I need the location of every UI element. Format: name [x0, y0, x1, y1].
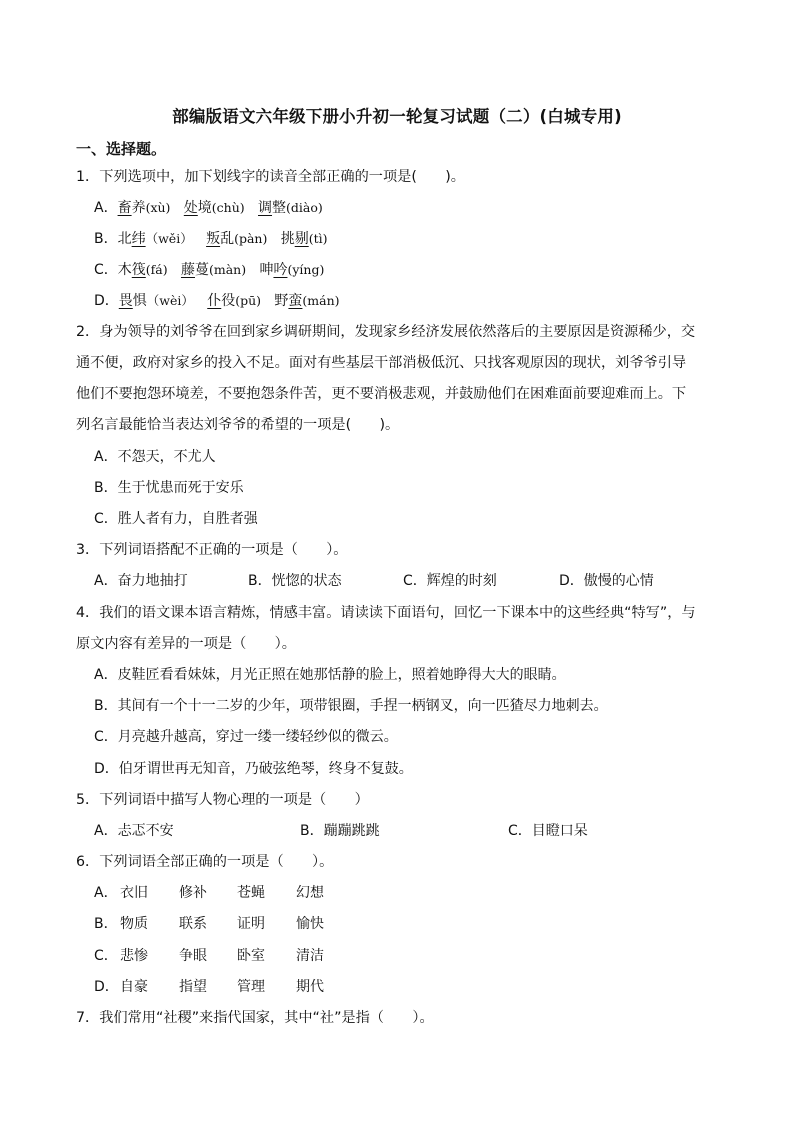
question-5-option-b: B．蹦蹦跳跳: [300, 823, 380, 839]
question-1-stem: 1．下列选项中，加下划线字的读音全部正确的一项是( )。: [76, 169, 465, 185]
question-5-stem: 5．下列词语中描写人物心理的一项是（ ）: [76, 792, 369, 808]
word: 苍蝇: [237, 885, 265, 901]
question-2-stem-line-1: 2．身为领导的刘爷爷在回到家乡调研期间，发现家乡经济发展依然落后的主要原因是资源稀少，交: [76, 324, 696, 340]
word: 物质: [120, 916, 148, 932]
word: 自豪: [120, 979, 148, 995]
word: 卧室: [237, 948, 265, 964]
word: 衣旧: [120, 885, 148, 901]
word: 挑剔(tì): [280, 231, 328, 247]
question-4-option-b: B．其间有一个十一二岁的少年，项带银圈，手捏一柄钢叉，向一匹猹尽力地刺去。: [94, 698, 608, 714]
question-1-option-c: C．木筏(fá) 藤蔓(màn) 呻吟(yíng): [94, 259, 324, 279]
question-6-stem: 6．下列词语全部正确的一项是（ ）。: [76, 854, 334, 870]
question-7-stem: 7．我们常用“社稷”来指代国家，其中“社”是指（ ）。: [76, 1010, 434, 1026]
question-1-option-a: A．畜养(xù) 处境(chù) 调整(diào): [94, 197, 323, 217]
question-2-stem-line-3: 他们不要抱怨环境差，不要抱怨条件苦，更不要消极悲观，并鼓励他们在困难面前要迎难而上。下: [76, 386, 687, 402]
question-4-option-c: C．月亮越升越高，穿过一缕一缕轻纱似的微云。: [94, 729, 398, 745]
word: 北纬（wěi）: [117, 231, 193, 247]
section-heading: 一、选择题。: [76, 140, 167, 158]
word: 木筏(fá): [117, 262, 168, 278]
word: 调整(diào): [258, 200, 323, 216]
word: 修补: [179, 885, 207, 901]
word: 清洁: [296, 948, 324, 964]
question-2-stem-line-2: 通不便，政府对家乡的投入不足。面对有些基层干部消极低沉、只找客观原因的现状，刘爷爷引导: [76, 355, 687, 371]
word: 叛乱(pàn): [206, 231, 268, 247]
question-3-option-c: C．辉煌的时刻: [403, 573, 497, 589]
word: 愉快: [296, 916, 324, 932]
question-1-option-d: D．畏惧（wèi） 仆役(pū) 野蛮(mán): [94, 290, 340, 310]
word: 野蛮(mán): [274, 293, 340, 309]
word: 畏惧（wèi）: [118, 293, 194, 309]
question-1-option-b: B．北纬（wěi） 叛乱(pàn) 挑剔(tì): [94, 228, 327, 248]
question-2-stem-line-4: 列名言最能恰当表达刘爷爷的希望的一项是( )。: [76, 417, 400, 433]
word: 幻想: [296, 885, 324, 901]
question-3-option-d: D．傲慢的心情: [559, 573, 654, 589]
word: 争眼: [179, 948, 207, 964]
word: 悲惨: [120, 948, 148, 964]
word: 仆役(pū): [207, 293, 262, 309]
word: 藤蔓(màn): [180, 262, 247, 278]
word: 呻吟(yíng): [259, 262, 325, 278]
word: 管理: [237, 979, 265, 995]
question-4-option-a: A．皮鞋匠看看妹妹，月光正照在她那恬静的脸上，照着她睁得大大的眼睛。: [94, 667, 566, 683]
question-2-option-a: A．不怨天，不尤人: [94, 449, 216, 465]
question-5-option-a: A．忐忑不安: [94, 823, 174, 839]
word: 指望: [179, 979, 207, 995]
word: 处境(chù): [183, 200, 245, 216]
word: 期代: [296, 979, 324, 995]
question-5-option-c: C．目瞪口呆: [508, 823, 588, 839]
question-3-option-a: A．奋力地抽打: [94, 573, 188, 589]
word: 证明: [237, 916, 265, 932]
page-title: 部编版语文六年级下册小升初一轮复习试题（二）(白城专用): [172, 107, 622, 126]
question-4-stem-line-2: 原文内容有差异的一项是（ ）。: [76, 636, 296, 652]
question-3-option-b: B．恍惚的状态: [248, 573, 342, 589]
word: 畜养(xù): [117, 200, 171, 216]
question-3-stem: 3．下列词语搭配不正确的一项是（ ）。: [76, 542, 348, 558]
question-4-option-d: D．伯牙谓世再无知音，乃破弦绝琴，终身不复鼓。: [94, 761, 413, 777]
question-4-stem-line-1: 4．我们的语文课本语言精炼，情感丰富。请读读下面语句，回忆一下课本中的这些经典“特写”，与: [76, 605, 696, 621]
question-2-option-b: B．生于忧患而死于安乐: [94, 480, 244, 496]
word: 联系: [179, 916, 207, 932]
document-page: 部编版语文六年级下册小升初一轮复习试题（二）(白城专用) 一、选择题。 1．下列选项中，加下划线字的读音全部正确的一项是( )。 A．畜养(xù) 处境(chù) 调整(diào) B．北纬（wěi） 叛乱(pàn) 挑剔(tì) C．木筏(fá) 藤蔓(màn) 呻吟(yíng) D．畏惧（wèi） 仆役(pū) 野蛮(mán) 2．身为领导的刘爷爷在回到家乡调研期间，发现家乡经济发展依然落后的主要原因是资源稀少，交 通不便，政府对家乡的投入不足。面对有些基层干部消极低沉、只找客观原因的现状，刘爷爷引导 他们不要抱怨环境差，不要抱怨条件苦，更不要消极悲观，并鼓励他们在困难面前要迎难而上。下 列名言最能恰当表达刘爷爷的希望的一项是( )。 A．不怨天，不尤人 B．生于忧患而死于安乐 C．胜人者有力，自胜者强 3．下列词语搭配不正确的一项是（ ）。 A．奋力地抽打 B．恍惚的状态 C．辉煌的时刻 D．傲慢的心情 4．我们的语文课本语言精炼，情感丰富。请读读下面语句，回忆一下课本中的这些经典“特写”，与 原文内容有差异的一项是（ ）。 A．皮鞋匠看看妹妹，月光正照在她那恬静的脸上，照着她睁得大大的眼睛。 B．其间有一个十一二岁的少年，项带银圈，手捏一柄钢叉，向一匹猹尽力地刺去。 C．月亮越升越高，穿过一缕一缕轻纱似的微云。 D．伯牙谓世再无知音，乃破弦绝琴，终身不复鼓。 5．下列词语中描写人物心理的一项是（ ） A．忐忑不安 B．蹦蹦跳跳 C．目瞪口呆 6．下列词语全部正确的一项是（ ）。 A． 衣旧 修补 苍蝇 幻想 B． 物质 联系 证明 愉快 C． 悲惨 争眼 卧室 清洁 D． 自豪 指望 管理 期代 7．我们常用“社稷”来指代国家，其中“社”是指（ ）。: [0, 0, 794, 1123]
question-2-option-c: C．胜人者有力，自胜者强: [94, 511, 258, 527]
